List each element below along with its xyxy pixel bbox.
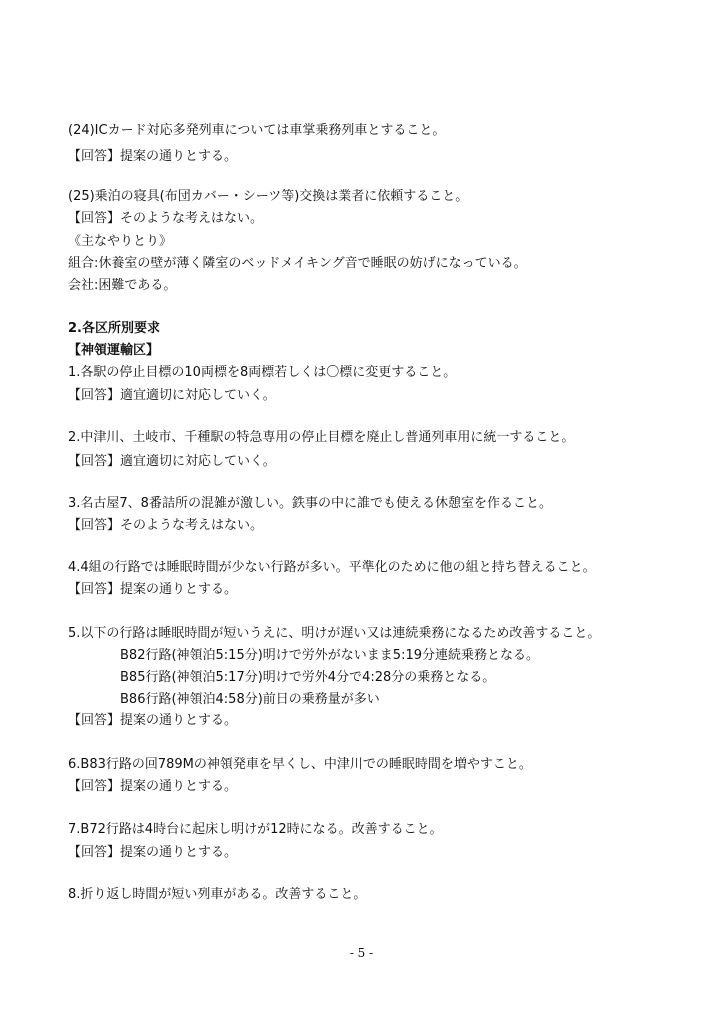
request-8-title: 8.折り返し時間が短い列車がある。改善すること。 <box>68 887 367 902</box>
request-6-title: 6.B83行路の回789Mの神領発車を早くし、中津川での睡眠時間を増やすこと。 <box>68 757 532 772</box>
item-25-title: (25)乗泊の寝具(布団カバー・シーツ等)交換は業者に依頼すること。 <box>68 189 469 204</box>
page-number: - 5 - <box>349 946 374 960</box>
request-5-detail: B85行路(神領泊5:17分)明けで労外4分で4:28分の乗務となる。 <box>120 670 496 685</box>
item-25-company-remark: 会社:困難である。 <box>68 278 177 293</box>
request-5-detail: B82行路(神領泊5:15分)明けで労外がないまま5:19分連続乗務となる。 <box>120 648 539 663</box>
item-25-union-remark: 組合:休養室の壁が薄く隣室のベッドメイキング音で睡眠の妨げになっている。 <box>68 256 527 271</box>
request-6-answer: 【回答】提案の通りとする。 <box>68 779 238 794</box>
item-24-answer: 【回答】提案の通りとする。 <box>68 149 238 164</box>
request-5-title: 5.以下の行路は睡眠時間が短いうえに、明けが遅い又は連続乗務になるため改善すること。 <box>68 626 601 641</box>
request-4-answer: 【回答】提案の通りとする。 <box>68 582 238 597</box>
request-5-answer: 【回答】提案の通りとする。 <box>68 713 238 728</box>
request-5-detail: B86行路(神領泊4:58分)前日の乗務量が多い <box>120 692 380 707</box>
section-heading: 2.各区所別要求 <box>68 321 160 336</box>
request-7-answer: 【回答】提案の通りとする。 <box>68 845 238 860</box>
request-2-title: 2.中津川、土岐市、千種駅の特急専用の停止目標を廃止し普通列車用に統一すること。 <box>68 430 575 445</box>
request-2-answer: 【回答】適宜適切に対応していく。 <box>68 454 276 469</box>
request-7-title: 7.B72行路は4時台に起床し明けが12時になる。改善すること。 <box>68 822 443 837</box>
request-3-answer: 【回答】そのような考えはない。 <box>68 518 264 533</box>
request-1-answer: 【回答】適宜適切に対応していく。 <box>68 388 276 403</box>
section-subheading: 【神領運輸区】 <box>68 343 160 358</box>
item-25-exchange-header: 《主なやりとり》 <box>68 234 173 249</box>
request-1-title: 1.各駅の停止目標の10両標を8両標若しくは〇標に変更すること。 <box>68 365 457 380</box>
item-25-answer: 【回答】そのような考えはない。 <box>68 211 264 226</box>
request-4-title: 4.4組の行路では睡眠時間が少ない行路が多い。平準化のために他の組と持ち替えること。 <box>68 560 596 575</box>
request-3-title: 3.名古屋7、8番詰所の混雑が激しい。鉄事の中に誰でも使える休憩室を作ること。 <box>68 496 552 511</box>
item-24-title: (24)ICカード対応多発列車については車掌乗務列車とすること。 <box>68 123 446 138</box>
